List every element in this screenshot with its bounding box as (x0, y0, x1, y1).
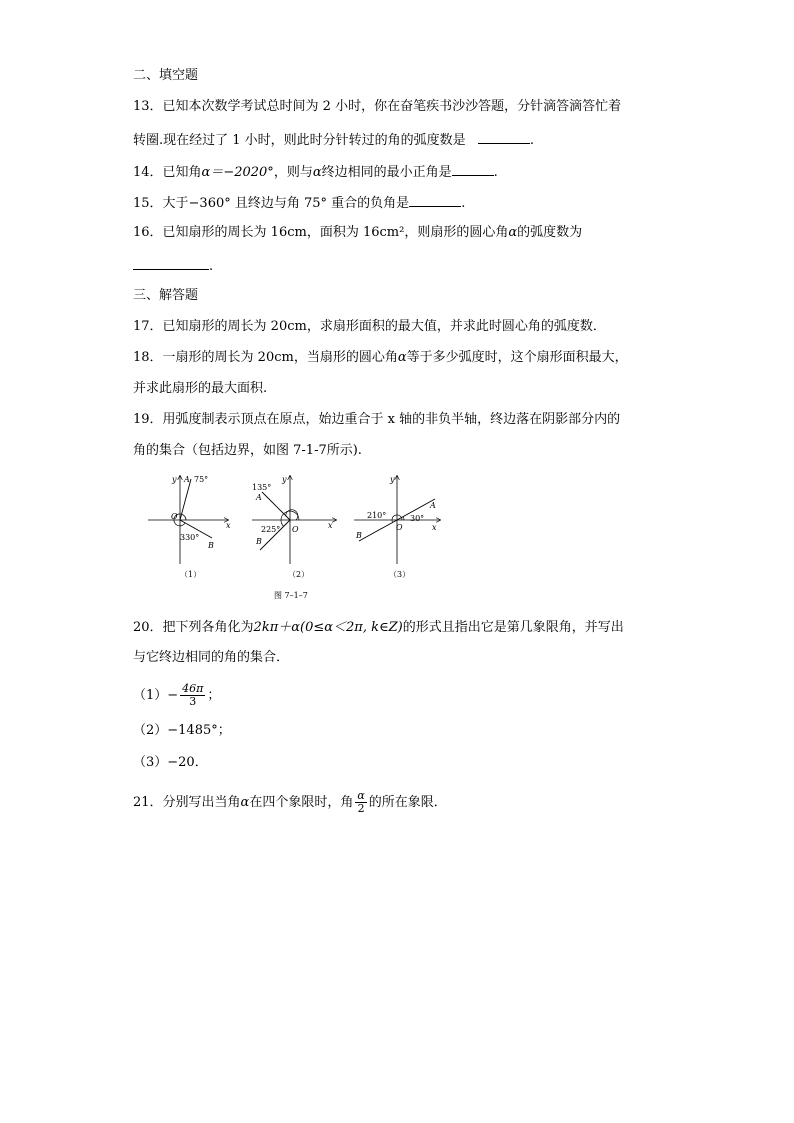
q19-line1: 19．用弧度制表示顶点在原点，始边重合于 x 轴的非负半轴，终边落在阴影部分内的 (133, 412, 621, 427)
panel-label: （3） (389, 570, 411, 579)
axis-y-label: y (172, 475, 177, 484)
angle-b-label: 330° (180, 533, 200, 542)
section-solve-title: 三、解答题 (133, 288, 199, 303)
figure-panel-1 (148, 475, 231, 579)
angle-b-label: 225° (261, 525, 281, 534)
q15: 15．大于−360° 且终边与角 75° 重合的负角是 . (133, 192, 465, 214)
axis-x-label: x (432, 523, 437, 532)
axis-y-label: y (282, 475, 287, 484)
q14-expr: α＝−2020° (201, 165, 274, 180)
answer-blank (133, 255, 209, 270)
angle-a-label: 135° (252, 483, 272, 492)
q20-line2: 与它终边相同的角的集合． (133, 650, 290, 665)
q18-line1: 18．一扇形的周长为 20cm，当扇形的圆心角α等于多少弧度时，这个扇形面积最大， (133, 350, 628, 365)
origin-label: O (171, 512, 178, 521)
figure-caption: 图 7–1–7 (274, 591, 308, 600)
q20-item1: （1）− $\frac{46\pi}{3}$ ； (133, 682, 221, 708)
ray-b-label: B (256, 537, 262, 546)
panel-label: （2） (288, 570, 310, 579)
answer-blank (452, 161, 494, 176)
ray-a-label: A (430, 501, 436, 510)
q21: 21．分别写出当角α在四个象限时，角 $\frac{\alpha}{2}$ 的所在象限． (133, 789, 447, 815)
angle-b-label: 210° (367, 511, 387, 520)
q20-item2: （2）−1485°； (133, 723, 231, 738)
axis-x-label: x (328, 521, 333, 530)
axis-y-label: y (390, 475, 395, 484)
q14: 14．已知角α＝−2020°，则与α终边相同的最小正角是 . (133, 161, 498, 183)
ray-b-label: B (356, 531, 362, 540)
section-fill-title: 二、填空题 (133, 68, 199, 83)
fraction: $\frac{46\pi}{3}$ (182, 682, 204, 708)
answer-blank (478, 129, 530, 144)
panel-label: （1） (180, 570, 202, 579)
q13-text: 转圈.现在经过了 1 小时，则此时分针转过的角的弧度数是 (133, 133, 466, 148)
q13-line1: 13．已知本次数学考试总时间为 2 小时，你在奋笔疾书沙沙答题，分针滴答滴答忙着 (133, 99, 622, 114)
q18-line2: 并求此扇形的最大面积. (133, 381, 268, 396)
q19-line2: 角的集合（包括边界，如图 7-1-7所示). (133, 443, 362, 458)
ray-a-label: A (184, 475, 190, 484)
axis-x-label: x (226, 521, 231, 530)
answer-blank (409, 192, 461, 207)
figure-7-1-7 (140, 470, 450, 605)
origin-label: O (292, 525, 299, 534)
ray-b-label: B (208, 541, 214, 550)
q20-line1: 20．把下列各角化为2kπ＋α(0≤α＜2π, k∈Z)的形式且指出它是第几象限角，并写出 (133, 620, 624, 635)
q16: 16．已知扇形的周长为 16cm，面积为 16cm²，则扇形的圆心角α的弧度数为 (133, 225, 583, 240)
q20-item3: （3）−20． (133, 755, 208, 770)
q17: 17．已知扇形的周长为 20cm，求扇形面积的最大值，并求此时圆心角的弧度数． (133, 319, 606, 334)
q16-answer-line: . (133, 255, 213, 277)
q13-line2: 转圈.现在经过了 1 小时，则此时分针转过的角的弧度数是 . (133, 129, 534, 151)
angle-a-label: 30° (410, 514, 425, 523)
q20-formula: 2kπ＋α(0≤α＜2π, k∈Z) (253, 620, 403, 635)
ray-a-label: A (256, 493, 262, 502)
figure-panel-2 (252, 475, 336, 579)
figure-panel-3 (354, 475, 440, 579)
origin-label: O (396, 523, 403, 532)
fraction: $\frac{\alpha}{2}$ (357, 789, 365, 815)
angle-a-label: 75° (194, 475, 209, 484)
